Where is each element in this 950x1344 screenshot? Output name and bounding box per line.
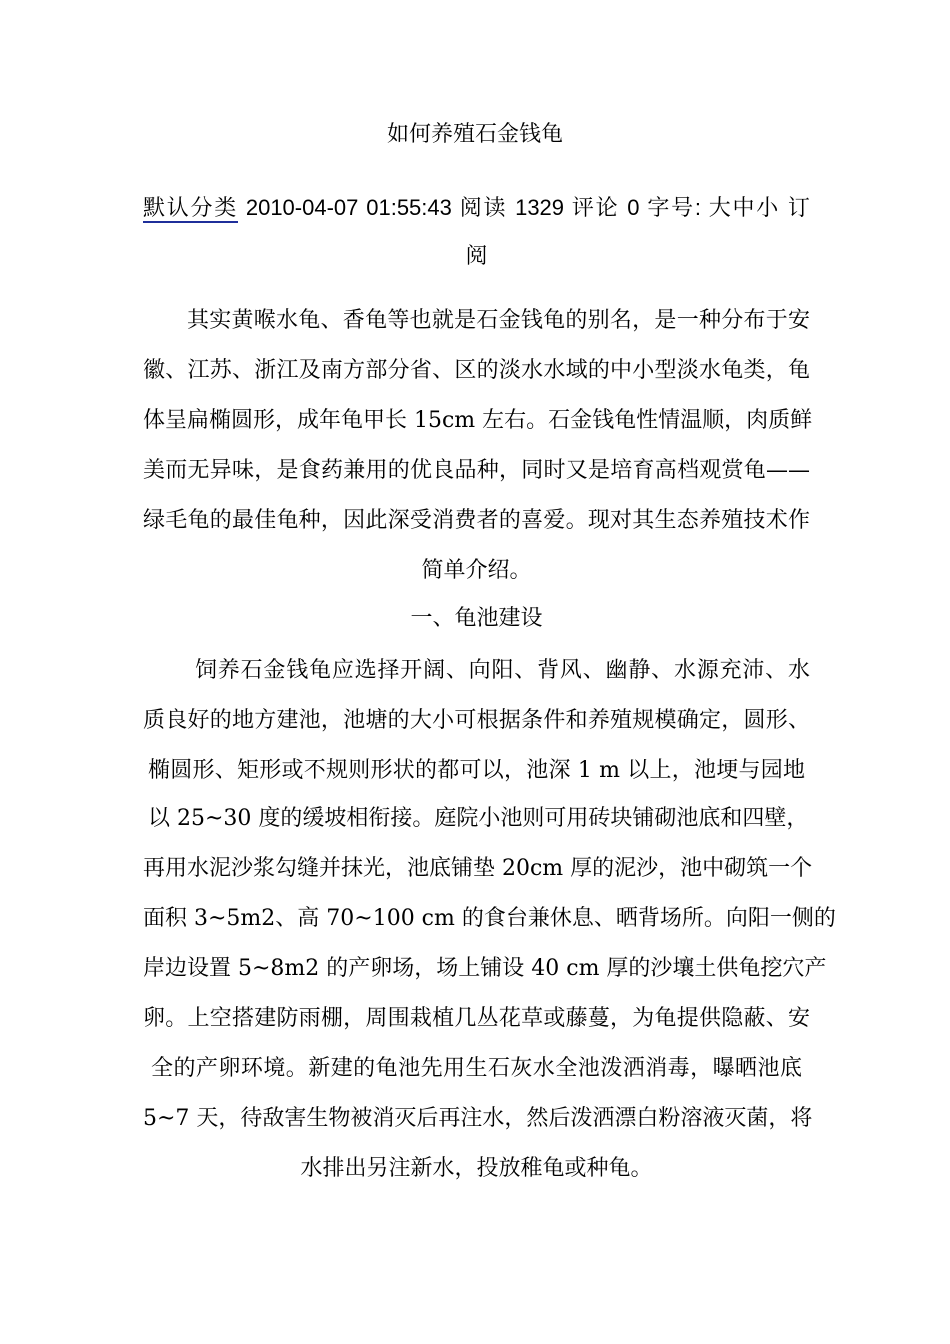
section-line: 全的产卵环境。新建的龟池先用生石灰水全池泼洒消毒，曝晒池底	[151, 1056, 802, 1081]
section-line: 质良好的地方建池，池塘的大小可根据条件和养殖规模确定，圆形、	[143, 708, 810, 733]
section-line: 卵。上空搭建防雨棚，周围栽植几丛花草或藤蔓，为龟提供隐蔽、安	[143, 1006, 810, 1031]
section-line: 面积 3~5m2、高 70~100 cm 的食台兼休息、晒背场所。向阳一侧的	[143, 906, 836, 931]
category-link[interactable]: 默认分类	[143, 195, 238, 223]
subscribe-link-part1[interactable]: 订	[787, 195, 810, 220]
section-line: 岸边设置 5~8m2 的产卵场，场上铺设 40 cm 厚的沙壤土供龟挖穴产	[143, 956, 827, 981]
section-heading: 一、龟池建设	[410, 606, 543, 631]
intro-line: 绿毛龟的最佳龟种，因此深受消费者的喜爱。现对其生态养殖技术作	[143, 508, 810, 533]
subscribe-link-part2[interactable]: 阅	[465, 243, 488, 268]
intro-line: 徽、江苏、浙江及南方部分省、区的淡水水域的中小型淡水龟类，龟	[143, 358, 810, 383]
section-line: 水排出另注新水，投放稚龟或种龟。	[300, 1156, 653, 1181]
intro-line: 其实黄喉水龟、香龟等也就是石金钱龟的别名，是一种分布于安	[187, 308, 810, 333]
intro-line: 简单介绍。	[421, 558, 532, 583]
section-line: 5~7 天，待敌害生物被消灭后再注水，然后泼洒漂白粉溶液灭菌，将	[143, 1106, 813, 1131]
section-line: 饲养石金钱龟应选择开阔、向阳、背风、幽静、水源充沛、水	[195, 658, 810, 683]
post-datetime: 2010-04-07 01:55:43	[245, 195, 452, 220]
section-line: 椭圆形、矩形或不规则形状的都可以，池深 1 m 以上，池埂与园地	[148, 758, 805, 783]
post-meta	[143, 190, 810, 274]
intro-line: 美而无异味，是食药兼用的优良品种，同时又是培育高档观赏龟——	[143, 458, 810, 483]
font-size-control[interactable]: 字号: 大中小	[647, 195, 781, 220]
comment-count: 评论 0	[571, 195, 640, 220]
document-title: 如何养殖石金钱龟	[386, 122, 563, 147]
intro-line: 体呈扁椭圆形，成年龟甲长 15cm 左右。石金钱龟性情温顺，肉质鲜	[143, 408, 813, 433]
section-line: 再用水泥沙浆勾缝并抹光，池底铺垫 20cm 厚的泥沙，池中砌筑一个	[143, 856, 813, 881]
post-meta-row	[143, 190, 810, 226]
section-line: 以 25~30 度的缓坡相衔接。庭院小池则可用砖块铺砌池底和四壁，	[148, 806, 809, 831]
read-count: 阅读 1329	[459, 195, 565, 220]
